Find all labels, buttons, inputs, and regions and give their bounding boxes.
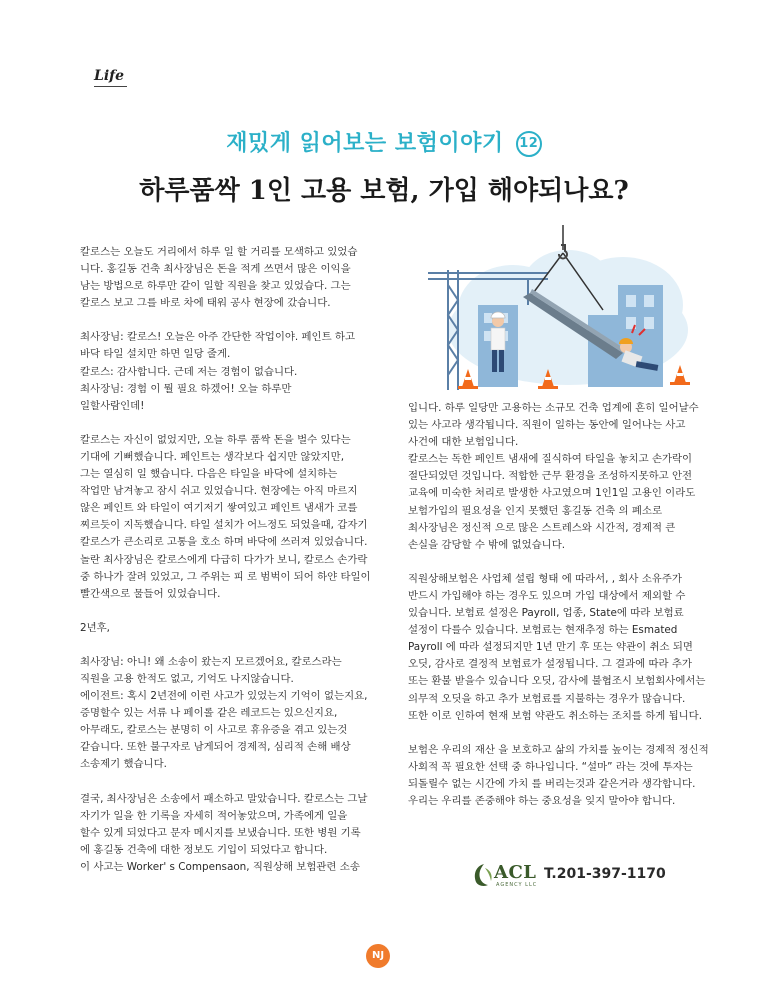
paragraph: 최사장님: 칼로스! 오늘은 아주 간단한 작업이야. 페인트 하고 바닥 타일 설치만 하면 일당 줄게. 칼로스: 감사합니다. 근데 저는 경험이 없습니다. 최사장님: 경험 이 뭘 필요 하겠어! 오늘 하루만 일할사람인데!	[80, 331, 355, 412]
agency-advertisement	[472, 862, 672, 890]
paragraph: 직원상해보험은 사업체 설립 형태 에 따라서, , 회사 소유주가 반드시 가입해야 하는 경우도 있으며 가입 대상에서 제외할 수 있습니다. 보험료 설정은 Payroll, 업종, State에 따라 보험료 설정이 다를수 있습니다. 보험료는 현재추정 하는 Esmated Payroll 에 따라 설정되지만 1년 만기 후 또는 약관이 취소 되면 오딧, 감사로 결정적 보험료가 설정됩니다. 그 결과에 따라 추가 또는 환불 받을수 있습니다 오딧, 감사에 불협조시 보험회사에서는 의무적 오딧을 하고 추가 보험료를 지불하는 경우가 많습니다. 또한 이로 인하여 현재 보험 약관도 취소하는 조치를 하게 됩니다.	[408, 572, 706, 722]
traffic-cone-icon	[458, 369, 478, 389]
agency-subtitle: AGENCY LLC	[496, 882, 538, 888]
article-left-column	[80, 244, 374, 876]
article-right-column	[408, 400, 710, 810]
series-title	[0, 126, 768, 157]
agency-phone: T.201-397-1170	[544, 866, 666, 882]
section-underline	[94, 86, 127, 87]
paragraph: 칼로스는 자신이 없었지만, 오늘 하루 품싹 돈을 벌수 있다는 기대에 기뻐했습니다. 페인트는 생각보다 쉽지만 않았지만, 그는 열심히 일 했습니다. 다음은 타일을 바닥에 설치하는 작업만 남겨놓고 잠시 쉬고 있었습니다. 현장에는 아직 마르지 않은 페인트 와 타일이 여기저기 쌓여있고 페인트 냄새가 코를 찌르듯이 지독했습니다. 타일 설치가 어느정도 되었을때, 갑자기 칼로스가 큰소리로 고통을 호소 하며 바닥에 쓰러져 있었습니다. 놀란 최사장님은 칼로스에게 다급히 다가가 보니, 칼로스 손가락 중 하나가 잘려 있었고, 그 주위는 피 로 범벅이 되어 하얀 타일이 빨간색으로 물들어 있었습니다.	[80, 433, 371, 600]
paragraph: 2년후,	[80, 621, 110, 634]
agency-name: ACL	[494, 862, 537, 883]
traffic-cone-icon	[670, 365, 690, 385]
paragraph: 최사장님: 아니! 왜 소송이 왔는지 모르겠어요, 칼로스라는 직원을 고용 한적도 없고, 기억도 나지않습니다. 에이전트: 혹시 2년전에 이런 사고가 있었는지 기억이 없는지요, 증명할수 있는 서류 나 페이롤 같은 레코드는 있으신지요, 아무래도, 칼로스는 분명히 이 사고로 휴유증을 겪고 있는것 같습니다. 또한 불구자로 남게되어 경제적, 심리적 손해 배상 소송제기 했습니다.	[80, 655, 368, 771]
agency-logo-icon	[472, 862, 496, 888]
page-badge: NJ	[366, 944, 390, 968]
section-label: Life	[94, 68, 125, 84]
series-number-badge: 12	[516, 131, 542, 157]
paragraph: 결국, 최사장님은 소송에서 패소하고 말았습니다. 칼로스는 그날 자기가 일을 한 기록을 자세히 적어놓았으며, 가족에게 일을 할수 있게 되었다고 문자 메시지를 보냈습니다. 또한 병원 기록 에 홍길동 건축에 대한 정보도 기입이 되었다고 합니다. 이 사고는 Worker' s Compensaon, 직원상해 보험관련 소송	[80, 792, 368, 873]
paragraph: 입니다. 하루 일당만 고용하는 소규모 건축 업계에 흔히 일어날수 있는 사고라 생각됩니다. 직원이 일하는 동안에 일어나는 사고 사건에 대한 보험입니다. 칼로스는 독한 페인트 냄새에 질식하여 타일을 놓치고 손가락이 절단되었던 것입니다. 적합한 근무 환경을 조성하지못하고 안전 교육에 미숙한 처리로 발생한 사고였으며 1인1일 고용인 이라도 보험가입의 필요성을 인지 못했던 홍길동 건축 의 폐소로 최사장님은 정신적 으로 많은 스트레스와 시간적, 경제적 큰 손실을 감당할 수 밖에 없었습니다.	[408, 402, 699, 551]
paragraph: 보험은 우리의 재산 을 보호하고 삶의 가치를 높이는 경제적 정신적 사회적 꼭 필요한 선택 중 하나입니다. “설마” 라는 것에 투자는 되돌릴수 없는 시간에 가치 를 버리는것과 같은거라 생각합니다. 우리는 우리를 존중해야 하는 중요성을 잊지 말아야 합니다.	[408, 743, 709, 807]
series-title-text: 재밌게 읽어보는 보험이야기	[226, 131, 504, 156]
paragraph: 칼로스는 오늘도 거리에서 하루 일 할 거리를 모색하고 있었습 니다. 홍길동 건축 최사장님은 돈을 적게 쓰면서 많은 이익을 남는 방법으로 하루만 같이 일할 직원을 찾고 있었습다. 그는 칼로스 보고 그를 바로 차에 태워 공사 현장에 갔습니다.	[80, 246, 358, 310]
article-headline: 하루품싹 1인 고용 보험, 가입 해야되나요?	[139, 176, 629, 206]
construction-accident-illustration	[418, 225, 710, 395]
